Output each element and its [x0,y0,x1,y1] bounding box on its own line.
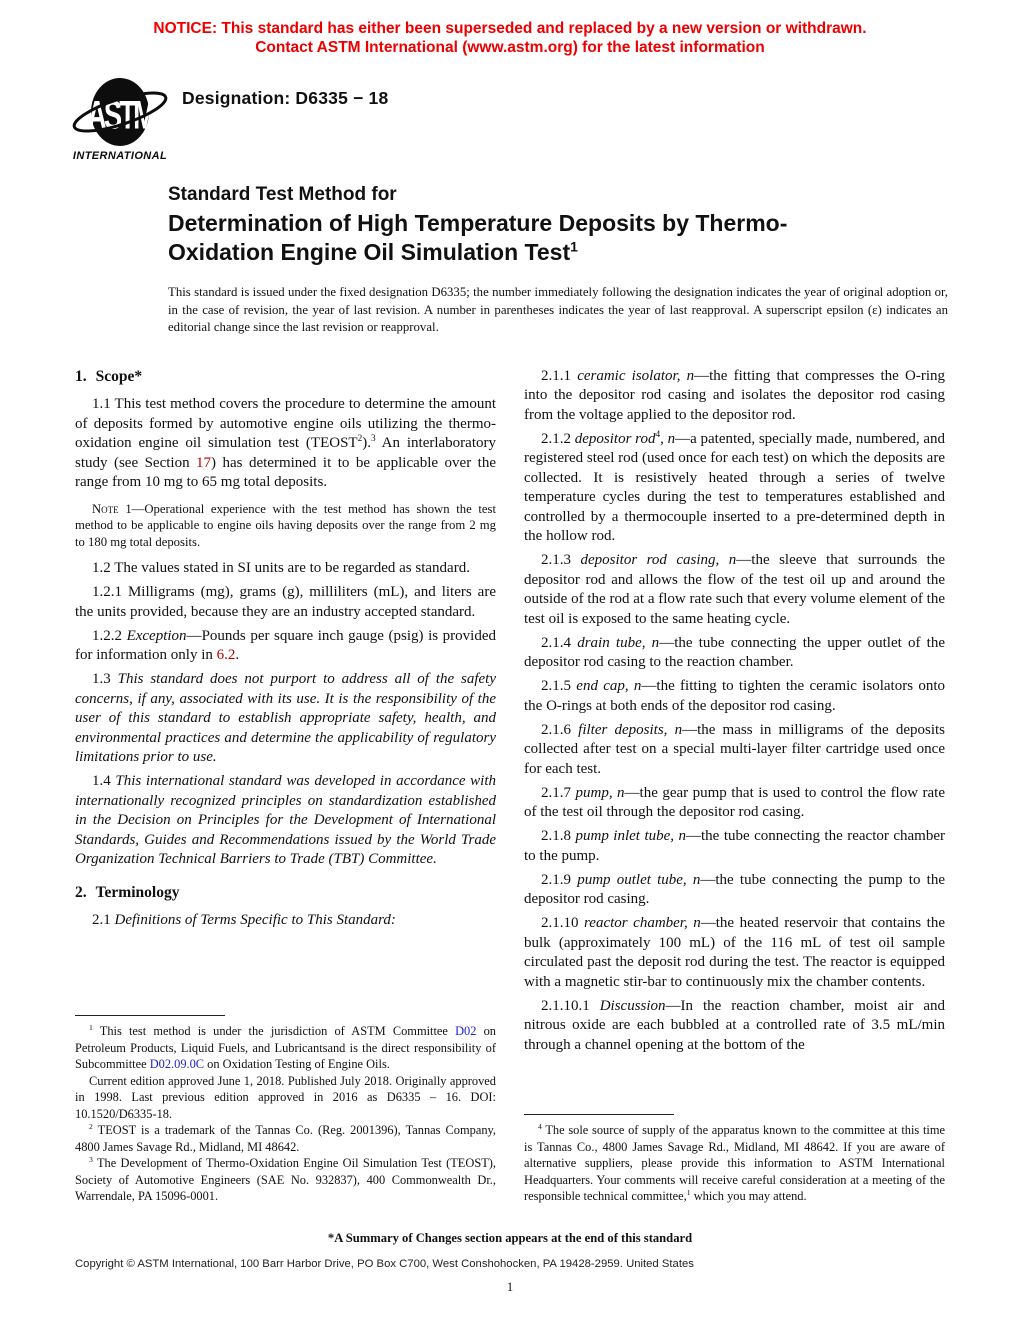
text-run: Current edition approved June 1, 2018. Published July 2018. Originally approved in 1998. Last previous edition approved in 2016 as D6335 – 16. DOI: 10.1520/D6335-18. [75,1073,496,1121]
text-run: This international standard was developed in accordance with internationally recognized principles on standardization established in the Decision on Principles for the Development of International Standards, Guides and Recommendations issued by the World Trade Organization Technical Barriers to Trade (TBT) Committee. [75,773,496,868]
text-run: —the sleeve that surrounds the depositor rod and allows the flow of the test oil up and around the outside of the rod at a flow rate such that every volume element of the test oil is exposed to the same heating cycle. [524,552,945,627]
text-run: depositor rod [574,430,656,447]
text-run: —the heated reservoir that contains the bulk (approximately 100 mL) of the 116 mL of test oil sample circulated past the deposit rod during the test. The reactor is equipped with a magnetic stir-bar to continuously mix the chamber contents. [524,915,945,990]
text-run: 1.2.2 [92,627,127,644]
paragraph-2-1-6 [524,721,945,780]
section-heading-scope [75,367,496,387]
column-left [75,367,496,1205]
text-run: 2.1.1 [541,367,578,384]
paragraph-1-4 [75,772,496,870]
text-run: 1.2.1 Milligrams (mg), grams (g), milliliters (mL), and liters are the units provided, because they are an industry accepted standard. [75,584,496,620]
section-label: Terminology [95,883,180,901]
text-run: 2.1.8 [541,828,576,845]
text-run: 2.1.4 [541,634,578,651]
text-run: filter deposits, n [578,721,683,738]
text-run: 4 [655,429,661,440]
astm-logo [68,74,172,169]
paragraph-2-1-7 [524,784,945,823]
footnotes-left [75,1011,496,1205]
text-run: 1.4 [92,773,116,790]
text-run: drain tube, n [577,634,660,651]
text-run: 1 [89,1022,93,1032]
paragraph-2-1-5 [524,677,945,716]
section-number: 1. [75,367,87,385]
text-run: which you may attend. [690,1189,807,1204]
paragraph-2-1-9 [524,871,945,910]
title-text: Determination of High Temperature Deposits by Thermo-Oxidation Engine Oil Simulation Test [168,209,788,266]
paragraph-2-1 [75,911,496,931]
text-run: —the tube connecting the reactor chamber to the pump. [524,828,945,864]
summary-of-changes-note: *A Summary of Changes section appears at the end of this standard [327,1230,693,1245]
text-run: 3 [370,434,376,445]
page-title [168,209,833,269]
text-run: 1.3 [92,671,118,688]
issued-statement: This standard is issued under the fixed designation D6335; the number immediately following the designation indicates the year of original adoption or, in the case of revision, the year of last revision. A number in parentheses indicates the year of last reapproval. A superscript epsilon (ε) indicates an editorial change since the last revision or reapproval. [168,285,948,335]
text-run: 4 [538,1121,542,1131]
footnote-edition [75,1073,496,1123]
text-run: Definitions of Terms Specific to This Standard: [114,912,396,929]
text-run: pump inlet tube, n [575,828,687,845]
text-run: TEOST is a trademark of the Tannas Co. (Reg. 2001396), Tannas Company, 4800 James Savage Rd., Midland, MI 48642. [75,1123,496,1154]
text-run: —the gear pump that is used to control the flow rate of the test oil through the depositor rod casing. [524,784,946,821]
header [68,74,950,169]
text-run: Note 1 [92,501,132,516]
paragraph-2-1-3 [524,551,945,629]
text-run: —Operational experience with the test method has shown the test method to be applicable to engine oils having deposits over the range from 2 mg to 180 mg total deposits. [75,501,496,549]
text-run: on Petroleum Products, Liquid Fuels, and Lubricantsand is the direct responsibility of Subcommittee [75,1024,496,1072]
text-run: depositor rod casing, n [580,552,737,569]
text-run: —the fitting to tighten the ceramic isolators onto the O-rings at both ends of the depositor rod casing. [524,678,945,714]
text-run: n [667,430,676,447]
paragraph-2-1-4 [524,634,945,673]
text-run: —the tube connecting the pump to the depositor rod casing. [524,871,946,908]
text-run: 1 [686,1187,691,1197]
footnotes-right [524,1110,945,1205]
paragraph-2-1-2 [524,430,945,547]
logo-subtext: INTERNATIONAL [72,149,168,162]
footnote-4 [524,1122,945,1205]
logo-text: ASTM [87,93,153,138]
notice-line-2: Contact ASTM International (www.astm.org) for the latest information [255,38,765,56]
notice-line-1: NOTICE: This standard has either been superseded and replaced by a new version or withdrawn. [153,20,867,37]
text-run: —the tube connecting the upper outlet of the depositor rod casing to the reaction chamber. [524,634,945,671]
text-run: 2.1.2 [541,430,575,447]
footnote-separator [524,1114,674,1115]
section-heading-terminology [75,883,496,903]
text-run: Discussion [599,997,666,1014]
astm-globe-icon [68,74,172,164]
text-run: 2 [89,1121,93,1131]
text-run: 2.1.10.1 [541,997,600,1014]
text-run: end cap, n [576,678,642,695]
text-run: The Development of Thermo-Oxidation Engine Oil Simulation Test (TEOST), Society of Automotive Engineers (SAE No. 932837), 400 Commonwealth Dr., Warrendale, PA 15096-0001. [75,1156,496,1204]
text-run: —the fitting that compresses the O-ring into the depositor rod casing and isolates the depositor rod casing from the voltage applied to the depositor rod. [524,367,946,423]
section-number: 2. [75,883,87,901]
text-run: 2.1.10 [541,915,585,932]
text-run: —a patented, specially made, numbered, and registered steel rod (used once for each test) on which the deposits are collected. It is resistively heated through a series of twelve temperature cycles during the test to temperatures established and controlled by a thermocouple inserted to a pre-determined depth in the hollow rod. [524,430,946,545]
text-run: , [660,430,668,447]
title-block [168,183,950,269]
note-1 [75,501,496,551]
text-run: 2.1 [92,912,115,929]
text-run: The sole source of supply of the apparatus known to the committee at this time is Tannas Co., 4800 James Savage Rd., Midland, MI 48642. If you are aware of alternative suppliers, please provide this information to ASTM International Headquarters. Your comments will receive careful consideration at a meeting of the responsible technical committee, [524,1123,945,1204]
text-run: ceramic isolator, n [577,367,695,384]
section-ref-link[interactable]: 6.2 [216,647,236,664]
text-run: This test method is under the jurisdiction of ASTM Committee [92,1024,456,1039]
text-run: 2.1.3 [541,552,581,569]
text-run: 1.2 The values stated in SI units are to be regarded as standard. [92,560,470,577]
copyright-line: Copyright © ASTM International, 100 Barr Harbor Drive, PO Box C700, West Conshohocken, PA 19428-2959. United States [75,1257,694,1270]
footnote-3 [75,1155,496,1205]
text-run: 1.1 This test method covers the procedure to determine the amount of deposits formed by automotive engine oils utilizing the thermo-oxidation engine oil simulation test (TEOST [75,396,496,452]
text-run: . [235,647,240,664]
footnote-1 [75,1023,496,1073]
designation: Designation: D6335 − 18 [182,87,389,108]
paragraph-2-1-10 [524,914,945,992]
paragraph-1-2-1 [75,583,496,622]
paragraph-1-3 [75,670,496,768]
committee-link[interactable]: D02.09.0C [149,1057,205,1072]
title-superscript: 1 [570,238,578,255]
text-run: 2.1.5 [541,678,577,695]
text-run: 2.1.9 [541,871,578,888]
paragraph-1-2 [75,559,496,579]
title-kicker: Standard Test Method for [168,183,397,205]
committee-link[interactable]: D02 [455,1024,477,1039]
text-run: 2 [357,434,363,445]
text-run: —In the reaction chamber, moist air and nitrous oxide are each bubbled at a controlled rate of 3.5 mL/min through a channel opening at the bottom of the [524,997,945,1053]
text-run: ) has determined it to be applicable over the range from 10 mg to 65 mg total deposits. [75,454,496,491]
text-run: ). [362,435,371,452]
text-run: This standard does not purport to address all of the safety concerns, if any, associated with its use. It is the responsibility of the user of this standard to establish appropriate safety, health, and environmental practices and determine the applicability of regulatory limitations prior to use. [75,671,497,766]
text-run: 3 [89,1154,93,1164]
paragraph-2-1-8 [524,827,945,866]
paragraph-2-1-10-1 [524,997,945,1056]
footnote-separator [75,1015,225,1016]
paragraph-1-1 [75,395,496,493]
footnote-2 [75,1122,496,1155]
paragraph-1-2-2 [75,627,496,666]
page-number: 1 [506,1279,514,1294]
section-ref-link[interactable]: 17 [196,454,212,471]
paragraph-2-1-1 [524,367,945,426]
text-run: Exception [126,627,187,644]
text-run: reactor chamber, n [584,915,701,932]
text-run: pump, n [575,784,625,801]
text-run: on Oxidation Testing of Engine Oils. [204,1057,390,1072]
text-run: 2.1.6 [541,721,579,738]
two-column-body [75,367,945,1205]
text-run: —Pounds per square inch gauge (psig) is provided for information only in [75,627,496,664]
section-label: Scope* [95,367,143,385]
column-right [524,367,945,1205]
text-run: —the mass in milligrams of the deposits collected after test on a special multi-layer filter cartridge used once for each test. [524,721,946,777]
text-run: 2.1.7 [541,784,576,801]
text-run: pump outlet tube, n [577,871,701,888]
text-run: An interlaboratory study (see Section [75,435,496,471]
supersession-notice [0,0,1020,58]
